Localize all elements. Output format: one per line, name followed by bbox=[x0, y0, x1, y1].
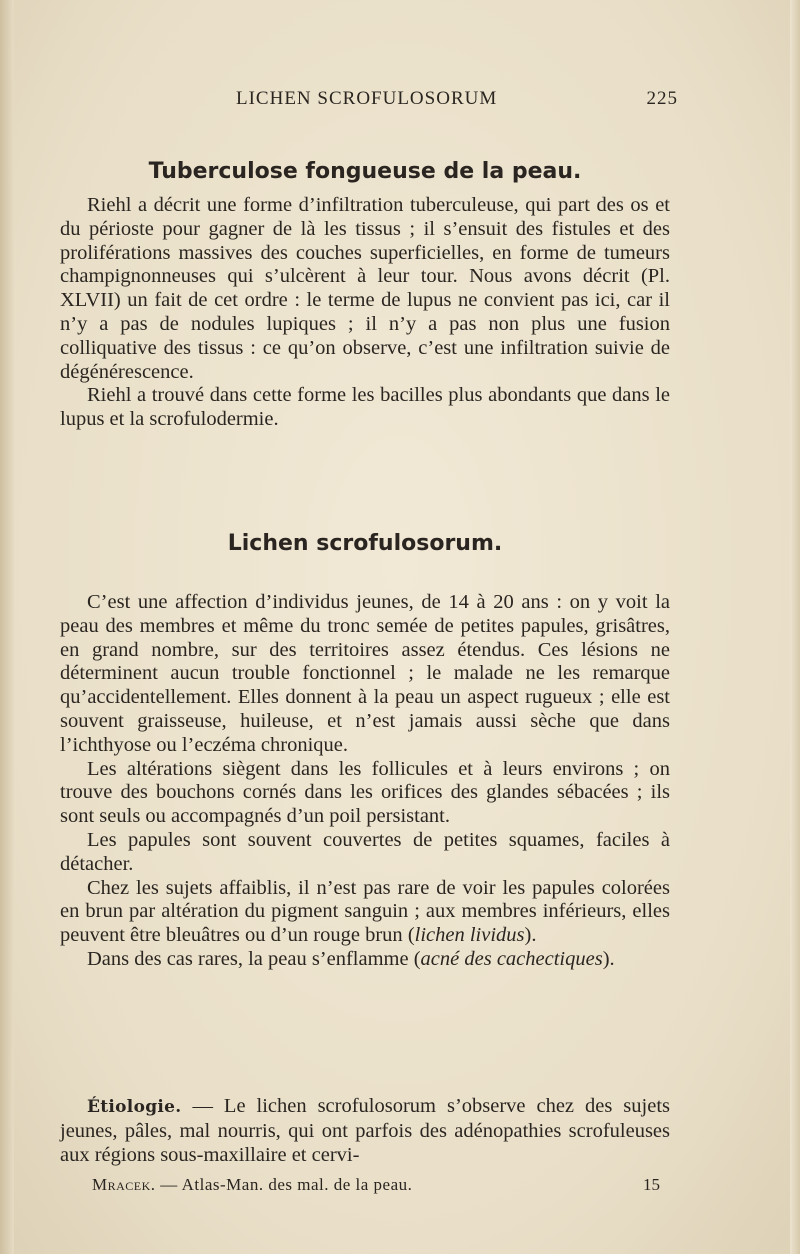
page-spine-shadow bbox=[0, 0, 14, 1254]
page-number: 225 bbox=[646, 88, 678, 109]
section-title-tuberculose: Tuberculose fongueuse de la peau. bbox=[148, 159, 582, 184]
paragraph-text: Dans des cas rares, la peau s’enflamme ( bbox=[87, 947, 421, 970]
section-body-tuberculose bbox=[60, 194, 670, 432]
paragraph: C’est une affection d’individus jeunes, de 14 à 20 ans : on y voit la peau des membres et même du tronc semée de petites papules, grisâtres, en grand nombre, sur des territoires assez étendus. Ces lésions ne déterminent aucun trouble fonctionnel ; le malade ne les remarque qu’accidentellement. Elles donnent à la peau un aspect rugueux ; elle est souvent graisseuse, huileuse, et n’est jamais aussi sèche que dans l’ichthyose ou l’eczéma chronique. bbox=[60, 591, 670, 756]
paragraph: Riehl a décrit une forme d’infiltration tuberculeuse, qui part des os et du périoste pour gagner de là les tissus ; il s’ensuit des fistules et des proliférations massives des couches superficielles, en forme de tumeurs champignonneuses qui s’ulcèrent à leur tour. Nous avons décrit (Pl. XLVII) un fait de cet ordre : le terme de lupus ne convient pas ici, car il n’y a pas de nodules lupiques ; il n’y a pas non plus une fusion colliquative des tissus : ce qu’on observe, c’est une infiltration suivie de dégénérescence. bbox=[60, 194, 670, 383]
paragraph bbox=[60, 1095, 670, 1167]
italic-term: acné des cachectiques bbox=[420, 947, 603, 970]
italic-term: lichen lividus bbox=[414, 924, 525, 947]
paragraph: Riehl a trouvé dans cette forme les bacilles plus abondants que dans le lupus et la scrofulodermie. bbox=[60, 384, 670, 431]
paragraph-text: — Le lichen scrofulosorum s’observe chez des sujets jeunes, pâles, mal nourris, qui ont parfois des adénopathies scrofuleuses aux régions sous-maxillaire et cervi- bbox=[60, 1095, 670, 1166]
signature-mark: 15 bbox=[643, 1175, 660, 1194]
section-title-lichen: Lichen scrofulosorum. bbox=[227, 531, 503, 556]
etiology-section bbox=[60, 1095, 670, 1167]
paragraph: Chez les sujets affaiblis, il n’est pas rare de voir les papules colorées en brun par altération du pigment sanguin ; aux membres inférieurs, elles peuvent être bleuâtres ou d’un rouge brun (lichen lividus). bbox=[60, 876, 670, 947]
footer-title: — Atlas-Man. des mal. de la peau. bbox=[155, 1175, 413, 1194]
footer-credit bbox=[92, 1175, 412, 1195]
page-edge-shadow bbox=[790, 0, 800, 1254]
paragraph: Les altérations siègent dans les follicules et à leurs environs ; on trouve des bouchons cornés dans les orifices des glandes sébacées ; ils sont seuls ou accompagnés d’un poil persistant. bbox=[60, 757, 670, 828]
paragraph: Les papules sont souvent couvertes de petites squames, faciles à détacher. bbox=[60, 828, 670, 875]
paragraph-text: Chez les sujets affaiblis, il n’est pas rare de voir les papules colorées en brun par altération du pigment sanguin ; aux membres inférieurs, elles peuvent être bleuâtres ou d’un rouge brun bbox=[60, 876, 670, 947]
paragraph-text: ). bbox=[524, 924, 537, 947]
paragraph bbox=[60, 948, 670, 972]
etiology-label: Étiologie. bbox=[87, 1097, 182, 1117]
section-body-lichen bbox=[60, 591, 670, 972]
running-title: LICHEN SCROFULOSORUM bbox=[236, 88, 498, 109]
footer-author: Mracek. bbox=[92, 1175, 156, 1194]
paragraph-text: ). bbox=[602, 947, 615, 970]
